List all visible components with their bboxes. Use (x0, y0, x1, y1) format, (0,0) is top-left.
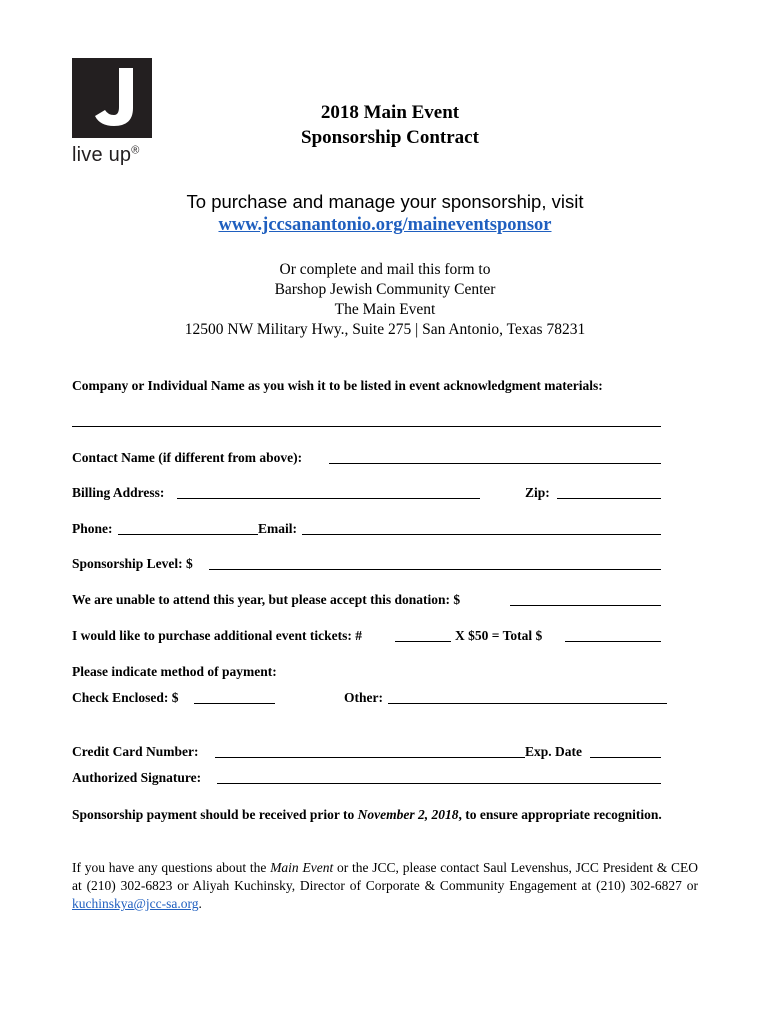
tickets-total-field[interactable] (565, 641, 661, 642)
check-label: Check Enclosed: $ (72, 690, 179, 705)
tickets-label: I would like to purchase additional event tickets: # (72, 628, 363, 643)
mail-intro: Or complete and mail this form to (279, 261, 491, 278)
signature-field[interactable] (217, 783, 661, 784)
card-field[interactable] (215, 757, 525, 758)
other-label: Other: (344, 690, 383, 705)
billing-label: Billing Address: (72, 485, 165, 500)
billing-field[interactable] (177, 498, 480, 499)
phone-label: Phone: (72, 521, 113, 536)
zip-field[interactable] (557, 498, 661, 499)
logo-mark (72, 58, 152, 138)
donation-field[interactable] (510, 605, 661, 606)
other-field[interactable] (388, 703, 667, 704)
card-label: Credit Card Number: (72, 744, 199, 759)
page-title: 2018 Main Event (320, 102, 460, 123)
phone-field[interactable] (118, 534, 258, 535)
sponsor-url-link[interactable]: www.jccsanantonio.org/maineventsponsor (218, 215, 552, 235)
visit-text: To purchase and manage your sponsorship, visit (186, 191, 584, 212)
company-field[interactable] (72, 426, 661, 427)
level-label: Sponsorship Level: $ (72, 556, 193, 571)
mail-org: Barshop Jewish Community Center (274, 281, 496, 298)
contact-field[interactable] (329, 463, 661, 464)
jcc-logo (72, 58, 156, 168)
mail-address: 12500 NW Military Hwy., Suite 275 | San Antonio, Texas 78231 (184, 321, 586, 338)
tickets-price-label: X $50 = Total $ (455, 628, 543, 643)
deadline-note: Sponsorship payment should be received prior to November 2, 2018, to ensure appropriate recognition. (72, 807, 662, 822)
email-label: Email: (258, 521, 297, 536)
tickets-count-field[interactable] (395, 641, 451, 642)
level-field[interactable] (209, 569, 661, 570)
exp-field[interactable] (590, 757, 661, 758)
mail-event: The Main Event (334, 301, 436, 318)
payment-label: Please indicate method of payment: (72, 664, 277, 679)
page-subtitle: Sponsorship Contract (301, 127, 479, 148)
j-letter-icon (72, 58, 152, 138)
logo-tagline: live up® (72, 144, 140, 166)
exp-label: Exp. Date (525, 744, 582, 759)
contact-note: If you have any questions about the Main Event or the JCC, please contact Saul Levenshus, JCC President & CEO at (210) 302-6823 or Aliyah Kuchinsky, Director of Corporate & Community Engagement at (210) 302-6827 or kuchinskya@jcc-sa.org. (72, 860, 699, 911)
zip-label: Zip: (525, 485, 550, 500)
email-field[interactable] (302, 534, 661, 535)
contact-email-link[interactable]: kuchinskya@jcc-sa.org (72, 896, 199, 911)
donation-label: We are unable to attend this year, but please accept this donation: $ (72, 592, 461, 607)
contact-label: Contact Name (if different from above): (72, 450, 303, 465)
check-field[interactable] (194, 703, 275, 704)
company-label: Company or Individual Name as you wish it to be listed in event acknowledgment materials: (72, 378, 603, 393)
signature-label: Authorized Signature: (72, 770, 202, 785)
